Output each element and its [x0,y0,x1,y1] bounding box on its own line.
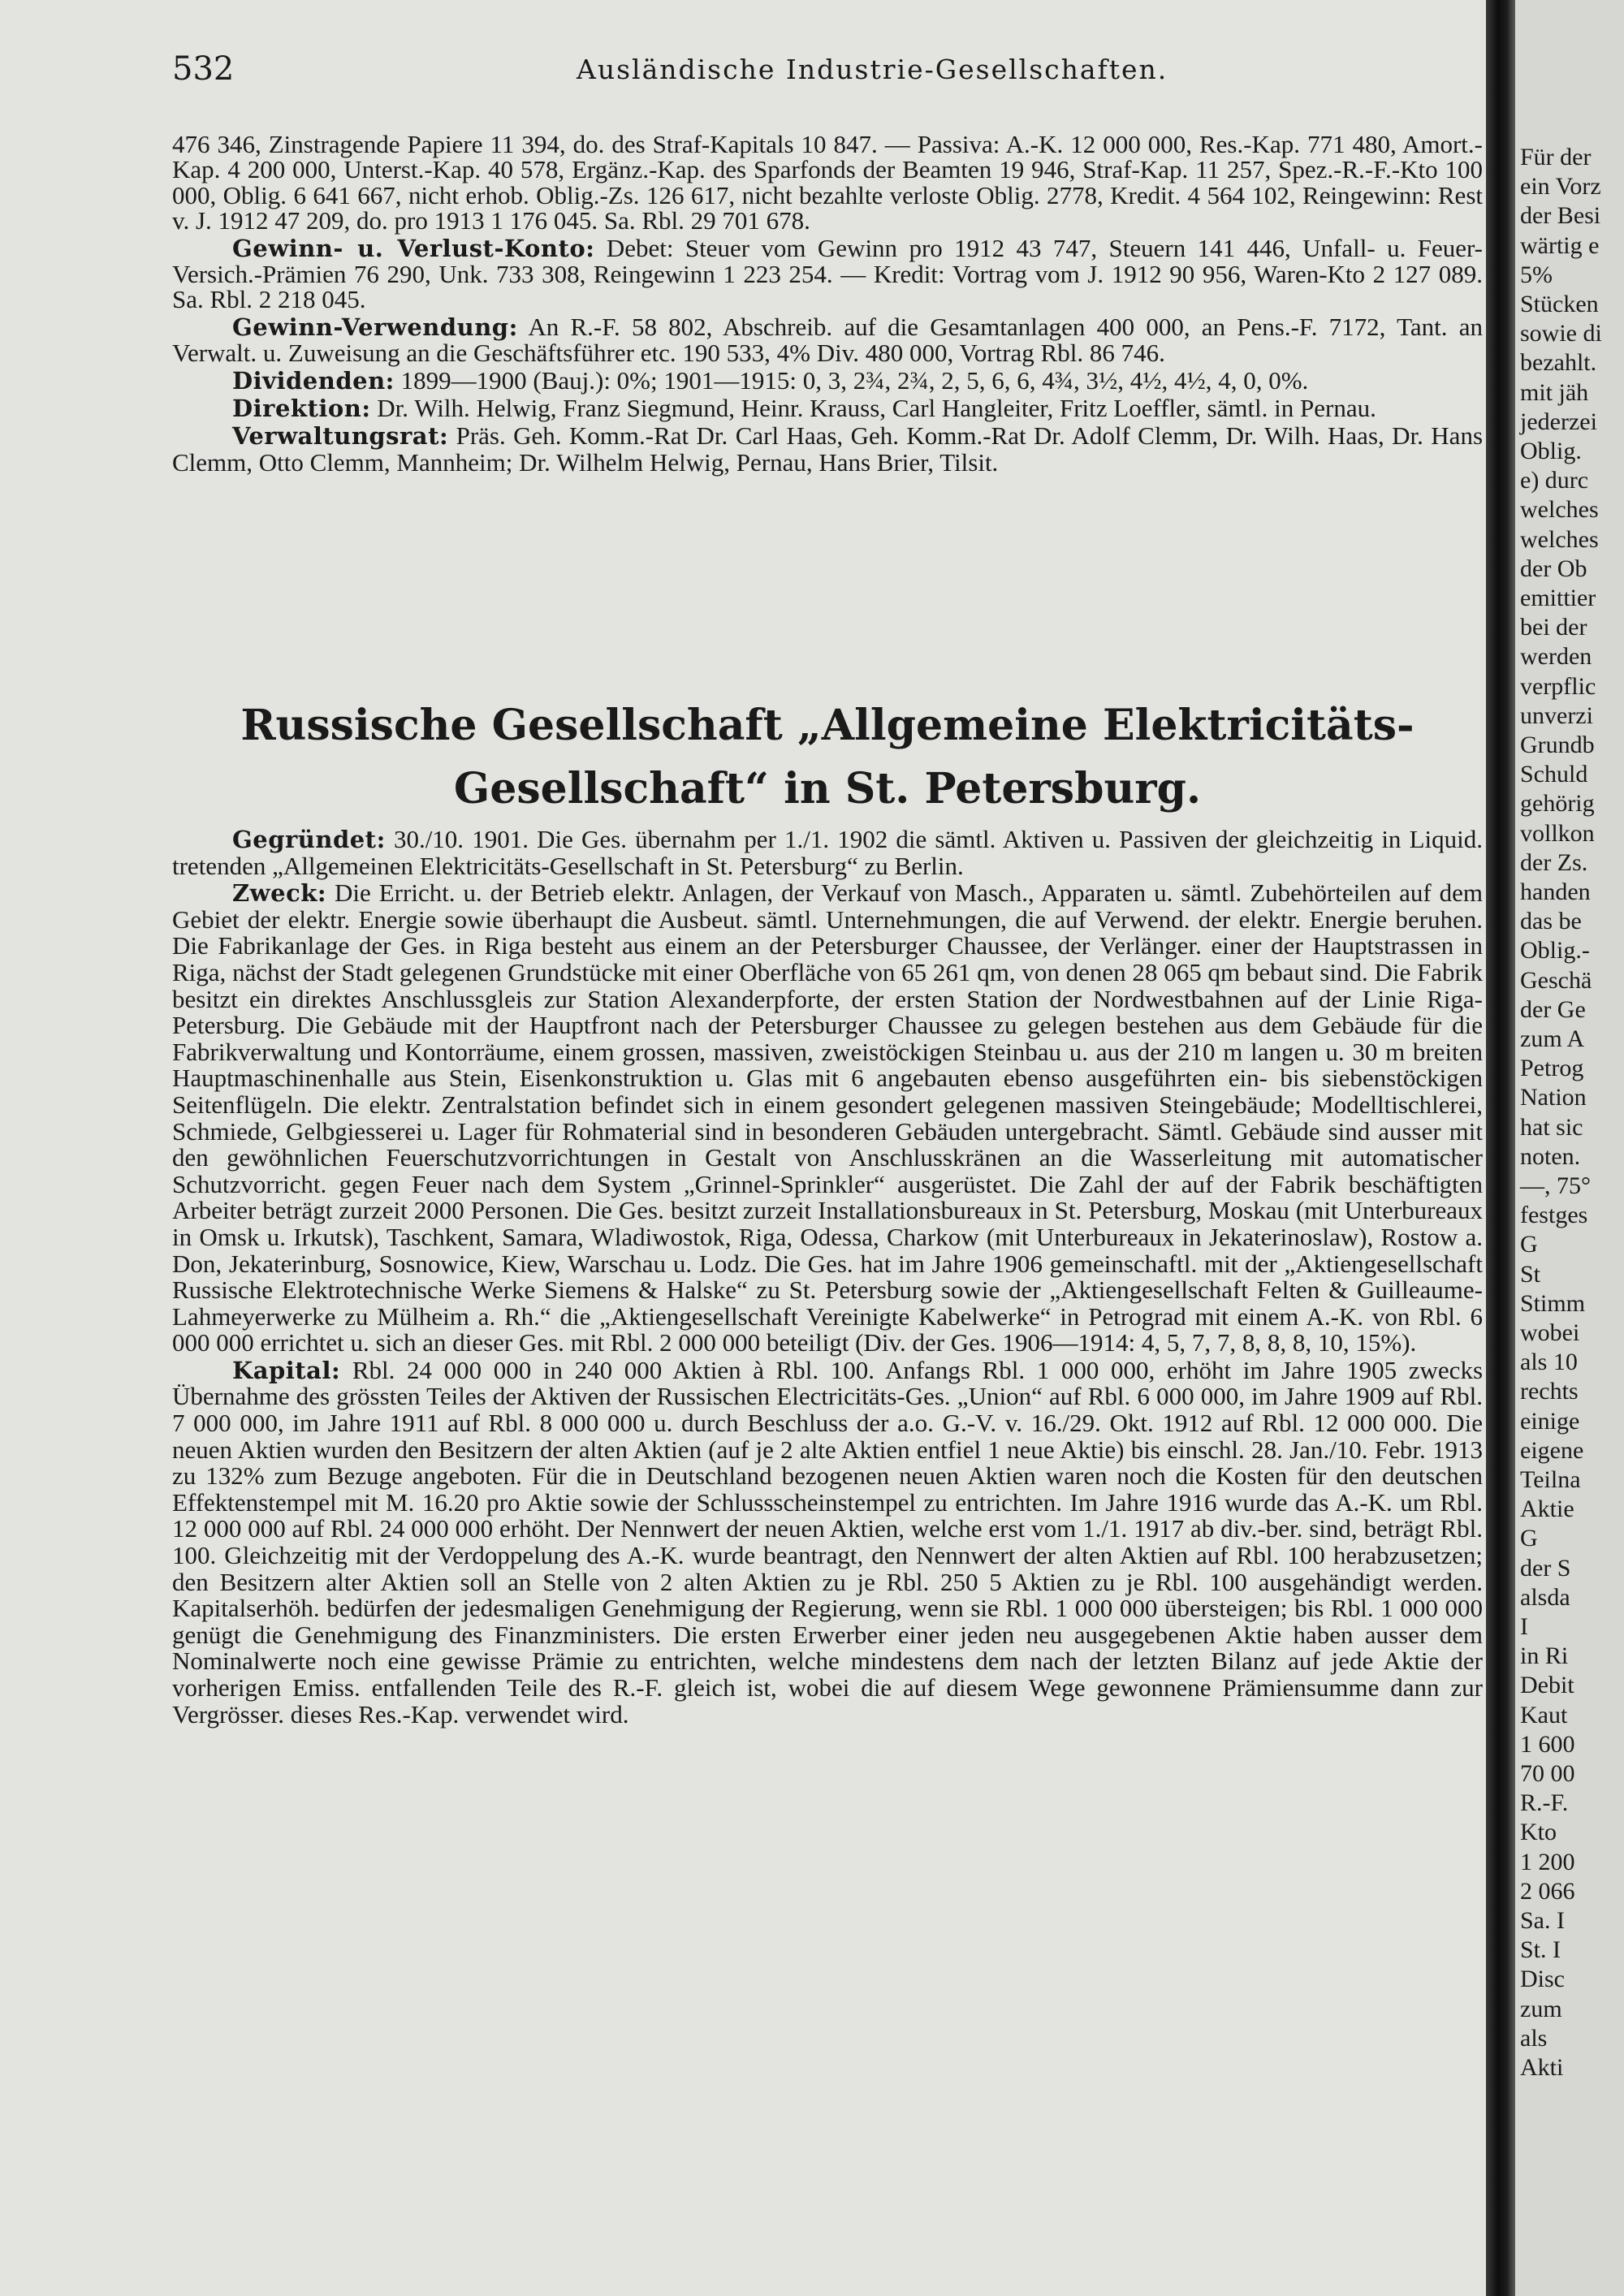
page-number: 532 [172,50,235,88]
adjacent-line-fragment: Nation [1520,1084,1587,1111]
zweck-label: Zweck: [232,879,327,908]
adjacent-line-fragment: 2 066 [1520,1877,1575,1905]
adjacent-line-fragment: ein Vorz [1520,173,1601,201]
adjacent-line-fragment: bei der [1520,614,1587,641]
adjacent-line-fragment: Akti [1520,2054,1564,2081]
adjacent-line-fragment: I [1520,1613,1528,1640]
dir-text: Dr. Wilh. Helwig, Franz Siegmund, Heinr. Krauss, Carl Hangleiter, Fritz Loeffler, sämtl. in Pernau. [377,394,1376,423]
adjacent-line-fragment: R.-F. [1520,1789,1569,1817]
book-gutter [1486,0,1515,2296]
gegr-label: Gegründet: [232,826,386,853]
adjacent-line-fragment: wobei [1520,1319,1580,1346]
adjacent-line-fragment: gehörig [1520,790,1595,818]
adjacent-line-fragment: vollkon [1520,819,1595,847]
adjacent-line-fragment: Für der [1520,144,1592,170]
top-section [172,132,1483,477]
adjacent-line-fragment: bezahlt. [1520,349,1597,377]
kapital-paragraph [172,1357,1483,1728]
adjacent-line-fragment: Disc [1520,1966,1565,1993]
gegr-text: 30./10. 1901. Die Ges. übernahm per 1./1. 1902 die sämtl. Aktiven u. Passiven der gleichzeitig in Liquid. tretenden „Allgemeinen Elektricitäts-Gesellschaft in St. Petersburg“ zu Berlin. [172,825,1483,880]
adjacent-line-fragment: welches [1520,496,1599,524]
adjacent-line-fragment: Debit [1520,1672,1574,1699]
adjacent-line-fragment: welches [1520,525,1599,553]
kap-label: Kapital: [232,1356,341,1384]
gv-label: Gewinn- u. Verlust-Konto: [232,234,595,262]
adjacent-line-fragment: in Ri [1520,1642,1569,1670]
adjacent-line-fragment: als [1520,2024,1548,2052]
adjacent-line-fragment: Oblig.- [1520,937,1590,965]
adjacent-line-fragment: handen [1520,878,1591,905]
gewinn-verwendung-paragraph [172,314,1483,366]
kap-text: Rbl. 24 000 000 in 240 000 Aktien à Rbl. 100. Anfangs Rbl. 1 000 000, erhöht im Jahre 1905 zwecks Übernahme des grössten Teiles der Aktiven der Russischen Electricitäts-Ges. „Union“ auf Rbl. 6 000 000, im Jahre 1909 auf Rbl. 7 000 000, im Jahre 1911 auf Rbl. 8 000 000 u. durch Beschluss der a.o. G.-V. v. 16./29. Okt. 1912 auf Rbl. 12 000 000. Die neuen Aktien wurden den Besitzern der alten Aktien (auf je 2 alte Aktien entfiel 1 neue Aktie) bis einschl. 28. Jan./10. Febr. 1913 zu 132% zum Bezuge angeboten. Für die in Deutschland bezogenen neuen Aktien waren noch die Kosten für den deutschen Effektenstempel mit M. 16.20 pro Aktie sowie der Schlussscheinstempel zu entrichten. Im Jahre 1916 wurde das A.-K. um Rbl. 12 000 000 auf Rbl. 24 000 000 erhöht. Der Nennwert der neuen Aktien, welche erst vom 1./1. 1917 ab div.-ber. sind, beträgt Rbl. 100. Gleichzeitig mit der Verdoppelung des A.-K. wurde beantragt, den Nennwert der alten Aktien auf Rbl. 100 herabzusetzen; den Besitzern alter Aktien soll an Stelle von 2 alten Aktien zu je Rbl. 250 5 Aktien zu je Rbl. 100 ausgehändigt werden. Kapitalserhöh. bedürfen der jedesmaligen Genehmigung der Regierung, wenn sie Rbl. 1 000 000 übersteigen; bis Rbl. 1 000 000 genügt die Genehmigung des Finanzministers. Die ersten Erwerber einer jeden neu ausgegebenen Aktie haben ausser dem Nominalwerte noch eine gewisse Prämie zu entrichten, welche mindestens dem nach der letzten Bilanz auf jede Aktie der vorherigen Emiss. entfallenden Teile des R.-F. gleich ist, wobei die auf diesem Wege gewonnene Prämiensumme dann zur Vergrösser. dieses Res.-Kap. verwendet wird. [172,1355,1484,1728]
adjacent-line-fragment: emittier [1520,585,1596,611]
verwaltungsrat-paragraph [172,423,1483,475]
adjacent-page [1515,0,1624,2296]
adjacent-line-fragment: sowie di [1520,320,1602,347]
div-label: Dividenden: [232,366,395,395]
gverw-label: Gewinn-Verwendung: [232,313,518,341]
direktion-paragraph [172,395,1483,421]
gegruendet-paragraph [172,826,1483,879]
adjacent-line-fragment: Sa. I [1520,1907,1565,1934]
adjacent-line-fragment: G [1520,1231,1538,1258]
adjacent-line-fragment: verpflic [1520,672,1596,700]
company-title-line1: Russische Gesellschaft „Allgemeine Elektricitäts- [240,701,1415,750]
adjacent-line-fragment: Kto [1520,1819,1557,1846]
adjacent-line-fragment: rechts [1520,1378,1579,1405]
adjacent-line-fragment: der Ob [1520,555,1587,582]
company-title [172,694,1483,821]
adjacent-line-fragment: der S [1520,1554,1571,1582]
running-title: Ausländische Industrie-Gesellschaften. [577,54,1168,85]
adjacent-line-fragment: der Ge [1520,995,1586,1023]
div-text: 1899—1900 (Bauj.): 0%; 1901—1915: 0, 3, 2¾, 2¾, 2, 5, 6, 6, 4¾, 3½, 4½, 4½, 4, 0, 0%. [400,365,1309,395]
adjacent-line-fragment: Stücken [1520,291,1599,317]
dividenden-paragraph [172,365,1483,395]
adjacent-line-fragment: Oblig. [1520,438,1582,464]
adjacent-line-fragment: Stimm [1520,1289,1586,1317]
gewinn-verlust-paragraph [172,235,1483,313]
zweck-paragraph [172,880,1483,1357]
vr-label: Verwaltungsrat: [232,422,449,451]
adjacent-line-fragment: 1 600 [1520,1730,1575,1758]
adjacent-line-fragment: St [1520,1260,1541,1288]
adjacent-line-fragment: Petrog [1520,1055,1584,1082]
adjacent-line-fragment: eigene [1520,1436,1584,1464]
adjacent-line-fragment: Kaut [1520,1701,1568,1728]
adjacent-line-fragment: Schuld [1520,761,1588,788]
adjacent-line-fragment: einige [1520,1407,1580,1435]
adjacent-line-fragment: zum [1520,1995,1562,2022]
adjacent-line-fragment: Geschä [1520,966,1592,994]
adjacent-line-fragment: als 10 [1520,1349,1578,1376]
vr-text: Präs. Geh. Komm.-Rat Dr. Carl Haas, Geh. Komm.-Rat Dr. Adolf Clemm, Dr. Wilh. Haas, Dr. Hans Clemm, Otto Clemm, Mannheim; Dr. Wilhelm Helwig, Pernau, Hans Brier, Tilsit. [172,421,1484,477]
adjacent-line-fragment: 70 00 [1520,1760,1575,1787]
balance-passiva: 476 346, Zinstragende Papiere 11 394, do. des Straf-Kapitals 10 847. — Passiva: A.-K. 12 000 000, Res.-Kap. 771 480, Amort.-Kap. 4 200 000, Unterst.-Kap. 40 578, Ergänz.-Kap. des Sparfonds der Beamten 19 946, Straf-Kap. 11 257, Spez.-R.-F.-Kto 100 000, Oblig. 6 641 667, nicht erhob. Oblig.-Zs. 126 617, nicht bezahlte verloste Oblig. 2778, Kredit. 4 564 102, Reingewinn: Rest v. J. 1912 47 209, do. pro 1913 1 176 045. Sa. Rbl. 29 701 678. [172,130,1483,235]
adjacent-line-fragment: G [1520,1525,1538,1552]
adjacent-line-fragment: unverzi [1520,701,1593,729]
adjacent-line-fragment: das be [1520,908,1582,935]
dir-label: Direktion: [232,395,371,423]
adjacent-line-fragment: St. I [1520,1936,1561,1964]
adjacent-line-fragment: jederzei [1520,408,1597,435]
adjacent-line-fragment: Aktie [1520,1495,1574,1523]
adjacent-line-fragment: der Zs. [1520,848,1588,876]
adjacent-line-fragment: werden [1520,643,1592,671]
gverw-text: An R.-F. 58 802, Abschreib. auf die Gesamtanlagen 400 000, an Pens.-F. 7172, Tant. an Verwalt. u. Zuweisung an die Geschäftsführer etc. 190 533, 4% Div. 480 000, Vortrag Rbl. 86 746. [172,312,1483,368]
adjacent-line-fragment: e) durc [1520,467,1589,494]
adjacent-line-fragment: 5% [1520,261,1553,288]
adjacent-line-fragment: festges [1520,1202,1588,1229]
adjacent-line-fragment: hat sic [1520,1113,1583,1141]
adjacent-line-fragment: Grundb [1520,732,1595,758]
adjacent-line-fragment: alsda [1520,1583,1570,1611]
adjacent-line-fragment: wärtig e [1520,231,1600,259]
adjacent-line-fragment: —, 75° [1520,1172,1591,1199]
adjacent-line-fragment: Teilna [1520,1466,1581,1493]
adjacent-line-fragment: mit jäh [1520,378,1589,406]
adjacent-line-fragment: zum A [1520,1025,1585,1052]
zweck-text: Die Erricht. u. der Betrieb elektr. Anlagen, der Verkauf von Masch., Apparaten u. sämtl. Zubehörteilen auf dem Gebiet der elektr. Energie sowie überhaupt die Ausbeut. sämtl. Unternehmungen, die auf Verwend. der elektr. Energie beruhen. Die Fabrikanlage der Ges. in Riga besteht aus einem an der Petersburger Chaussee, der Verlänger. einer der Hauptstrassen in Riga, nächst der Stadt gelegenen Grundstücke mit einer Oberfläche von 65 261 qm, von denen 28 065 qm bebaut sind. Die Fabrik besitzt ein direktes Anschlussgleis zur Station Alexanderpforte, der ersten Station der Nordwestbahnen auf der Linie Riga-Petersburg. Die Gebäude mit der Hauptfront nach der Petersburger Chaussee zu gelegen bestehen aus dem Gebäude für die Fabrikverwaltung und Kontorräume, einem grossen, massiven, zweistöckigen Steinbau u. aus der 210 m langen u. 30 m breiten Hauptmaschinenhalle aus Stein, Eisenkonstruktion u. Glas mit 6 angebauten ebenso ausgeführten ein- bis siebenstöckigen Seitenflügeln. Die elektr. Zentralstation befindet sich in einem gesondert gelegenen massiven Steingebäude; Modelltischlerei, Schmiede, Gelbgiesserei u. Lager für Rohmaterial sind in besonderen Gebäuden untergebracht. Sämtl. Gebäude sind ausser mit den gewöhnlichen Feuerschutzvorrichtungen in Gestalt von Anschlusskränen an die Wasserleitung mit automatischer Schutzvorricht. gegen Feuer nach dem System „Grinnel-Sprinkler“ ausgerüstet. Die Zahl der auf der Fabrik beschäftigten Arbeiter beträgt zurzeit 2000 Personen. Die Ges. besitzt zurzeit Installationsbureaux in St. Petersburg, Moskau (mit Unterbureaux in Omsk u. Irkutsk), Taschkent, Samara, Wladiwostok, Riga, Odessa, Charkow (mit Unterbureaux in Jekaterinoslaw), Rostow a. Don, Jekaterinburg, Sosnowice, Kiew, Warschau u. Lodz. Die Ges. hat im Jahre 1906 gemeinschaftl. mit der „Aktiengesellschaft Russische Elektrotechnische Werke Siemens & Halske“ zu St. Petersburg sowie der „Aktiengesellschaft Felten & Guilleaume-Lahmeyerwerke zu Mülheim a. Rh.“ die „Aktiengesellschaft Vereinigte Kabelwerke“ in Petrograd mit einem A.-K. von Rbl. 6 000 000 errichtet u. sich an dieser Ges. mit Rbl. 2 000 000 beteiligt (Div. der Ges. 1906—1914: 4, 5, 7, 7, 8, 8, 8, 10, 15%). [172,878,1483,1357]
adjacent-line-fragment: noten. [1520,1142,1581,1170]
company-body [172,826,1483,1728]
adjacent-line-fragment: 1 200 [1520,1848,1575,1875]
company-title-line2: Gesellschaft“ in St. Petersburg. [453,764,1202,814]
gv-text: Debet: Steuer vom Gewinn pro 1912 43 747, Steuern 141 446, Unfall- u. Feuer-Versich.-Prämien 76 290, Unk. 733 308, Reingewinn 1 223 254. — Kredit: Vortrag vom J. 1912 90 956, Waren-Kto 2 127 089. Sa. Rbl. 2 218 045. [172,233,1483,314]
adjacent-line-fragment: der Besi [1520,202,1601,230]
